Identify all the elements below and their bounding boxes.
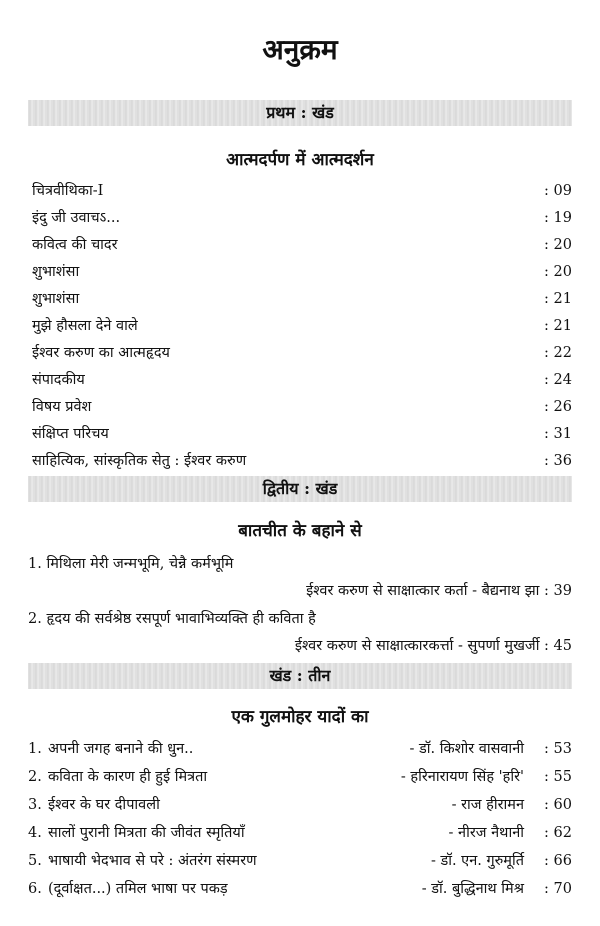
toc-entry[interactable] (32, 315, 572, 335)
entry-page: : 21 (544, 318, 572, 334)
entry-page: : 20 (544, 237, 572, 253)
entry-title: सालों पुरानी मित्रता की जीवंत स्मृतियाँ (48, 825, 245, 841)
toc-entry[interactable] (32, 450, 572, 470)
toc-entry[interactable] (32, 261, 572, 281)
entry-page: : 24 (544, 372, 572, 388)
entry-author: - हरिनारायण सिंह 'हरि' (400, 769, 524, 785)
toc-entry[interactable] (32, 180, 572, 200)
entry-title: भाषायी भेदभाव से परे : अंतरंग संस्मरण (48, 853, 257, 869)
entry-number: 4. (28, 825, 42, 841)
entry-title: मुझे हौसला देने वाले (32, 318, 138, 334)
entry-number: 2. (28, 769, 42, 785)
entry-page: : 19 (544, 210, 572, 226)
entry-title: ईश्वर करुण का आत्महृदय (32, 345, 170, 361)
toc-entry[interactable] (32, 369, 572, 389)
entry-page: : 21 (544, 291, 572, 307)
entry-title: 2. हृदय की सर्वश्रेष्ठ रसपूर्ण भावाभिव्यक्ति ही कविता है (28, 611, 316, 627)
entry-number: 3. (28, 797, 42, 813)
section-band-3: खंड : तीन (28, 663, 572, 689)
toc-entry[interactable] (32, 288, 572, 308)
toc-entry[interactable] (32, 423, 572, 443)
toc-entry[interactable] (32, 207, 572, 227)
entry-title: चित्रवीथिका-I (32, 183, 104, 199)
entry-interview-credit: ईश्वर करुण से साक्षात्कारकर्त्ता - सुपर्णा मुखर्जी : 45 (294, 638, 572, 654)
entry-page: : 20 (544, 264, 572, 280)
entry-title: अपनी जगह बनाने की धुन.. (48, 741, 194, 757)
entry-title: ईश्वर के घर दीपावली (48, 797, 160, 813)
entry-number: 1. (28, 741, 42, 757)
entry-author: - डॉ. किशोर वासवानी (409, 741, 524, 757)
entry-title: शुभाशंसा (32, 291, 80, 307)
toc-entry[interactable] (32, 234, 572, 254)
toc-entry[interactable] (28, 608, 568, 628)
toc-entry[interactable] (28, 738, 572, 758)
section-subhead-2: बातचीत के बहाने से (238, 521, 362, 541)
section-band-2: द्वितीय : खंड (28, 476, 572, 502)
toc-entry[interactable] (28, 553, 568, 573)
section-subhead-1: आत्मदर्पण में आत्मदर्शन (226, 150, 374, 170)
entry-title: कविता के कारण ही हुई मित्रता (48, 769, 208, 785)
entry-page: : 09 (544, 183, 572, 199)
entry-page: : 66 (544, 853, 572, 869)
toc-entry[interactable] (28, 822, 572, 842)
entry-page: : 53 (544, 741, 572, 757)
entry-author: - राज हीरामन (451, 797, 524, 813)
toc-entry[interactable] (28, 794, 572, 814)
entry-page: : 70 (544, 881, 572, 897)
entry-author: - डॉ. एन. गुरुमूर्ति (430, 853, 524, 869)
page-title: अनुक्रम (262, 33, 338, 66)
entry-title: संपादकीय (32, 372, 85, 388)
entry-interview-credit: ईश्वर करुण से साक्षात्कार कर्ता - बैद्यनाथ झा : 39 (306, 583, 572, 599)
entry-author: - नीरज नैथानी (448, 825, 524, 841)
toc-entry[interactable] (28, 766, 572, 786)
entry-page: : 60 (544, 797, 572, 813)
entry-page: : 36 (544, 453, 572, 469)
entry-page: : 55 (544, 769, 572, 785)
entry-number: 6. (28, 881, 42, 897)
toc-entry[interactable] (28, 850, 572, 870)
entry-author: - डॉ. बुद्धिनाथ मिश्र (421, 881, 524, 897)
entry-title: (दूर्वाक्षत...) तमिल भाषा पर पकड़ (48, 881, 228, 897)
entry-title: कवित्व की चादर (32, 237, 118, 253)
entry-page: : 62 (544, 825, 572, 841)
toc-entry[interactable] (32, 396, 572, 416)
entry-title: विषय प्रवेश (32, 399, 92, 415)
entry-title: इंदु जी उवाचऽ... (32, 210, 121, 226)
entry-page: : 31 (544, 426, 572, 442)
entry-title: 1. मिथिला मेरी जन्मभूमि, चेन्नै कर्मभूमि (28, 556, 234, 572)
section-band-1: प्रथम : खंड (28, 100, 572, 126)
entry-page: : 22 (544, 345, 572, 361)
toc-entry[interactable] (28, 878, 572, 898)
entry-title: संक्षिप्त परिचय (32, 426, 109, 442)
section-subhead-3: एक गुलमोहर यादों का (231, 707, 369, 727)
toc-entry[interactable] (32, 342, 572, 362)
entry-title: साहित्यिक, सांस्कृतिक सेतु : ईश्वर करुण (32, 453, 247, 469)
entry-number: 5. (28, 853, 42, 869)
entry-title: शुभाशंसा (32, 264, 80, 280)
entry-page: : 26 (544, 399, 572, 415)
